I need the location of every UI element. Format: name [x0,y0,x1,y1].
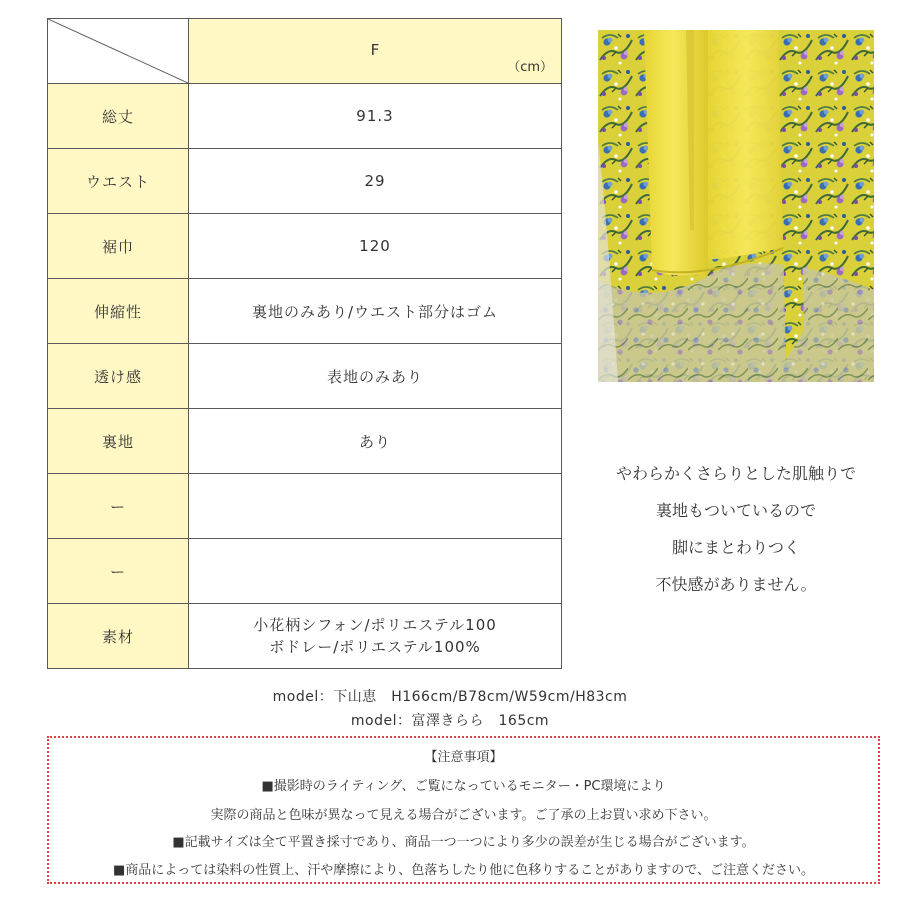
table-row [48,84,562,149]
row-label: 裏地 [48,409,189,474]
model-info-1: model：下山恵 H166cm/B78cm/W59cm/H83cm [272,689,628,705]
row-label: 伸縮性 [48,279,189,344]
table-row [48,149,562,214]
notes-line-3: ■記載サイズは全て平置き採寸であり、商品一つ一つにより多少の誤差が生じる場合がございます。 [172,835,755,850]
table-row [48,214,562,279]
table-row [48,539,562,604]
size-label: F [370,41,380,59]
row-value: 29 [189,149,562,214]
row-value: 表地のみあり [189,344,562,409]
row-value [189,539,562,604]
row-label: 透け感 [48,344,189,409]
row-label: 裾巾 [48,214,189,279]
row-value: 91.3 [189,84,562,149]
material-value [189,604,562,669]
skirt-detail-image [598,30,874,382]
row-value [189,474,562,539]
material-label: 素材 [48,604,189,669]
row-label: ー [48,474,189,539]
table-row [48,279,562,344]
row-value: 120 [189,214,562,279]
notes-line-1: ■撮影時のライティング、ご覧になっているモニター・PC環境により [261,779,666,794]
size-header-cell [189,19,562,84]
table-row [48,344,562,409]
product-photo [598,30,874,382]
row-label: ー [48,539,189,604]
description-line-4: 不快感がありません。 [655,575,817,594]
material-line-1: 小花柄シフォン/ポリエステル100 [253,616,497,634]
description-line-1: やわらかくさらりとした肌触りで [615,464,856,483]
notes-title: 【注意事項】 [424,750,503,765]
material-row [48,604,562,669]
row-value: あり [189,409,562,474]
diagonal-line [48,19,188,83]
notes-line-4: ■商品によっては染料の性質上、汗や摩擦により、色落ちしたり他に色移りすることがありますので、ご注意ください。 [112,863,815,878]
material-line-2: ボドレー/ポリエステル100% [269,638,481,656]
table-row [48,409,562,474]
description-line-2: 裏地もついているので [655,501,816,520]
table-row [48,474,562,539]
size-table-header-row [48,19,562,84]
product-description [576,460,896,608]
unit-label: （cm） [507,60,553,75]
description-line-3: 脚にまとわりつく [671,538,800,557]
notes-line-2: 実際の商品と色味が異なって見える場合がございます。ご了承の上お買い求め下さい。 [210,808,717,823]
notes-box [47,736,880,884]
size-table [47,18,562,669]
corner-cell [48,19,189,84]
row-value: 裏地のみあり/ウエスト部分はゴム [189,279,562,344]
model-info-2: model：富澤きらら 165cm [350,713,550,729]
row-label: 総丈 [48,84,189,149]
row-label: ウエスト [48,149,189,214]
